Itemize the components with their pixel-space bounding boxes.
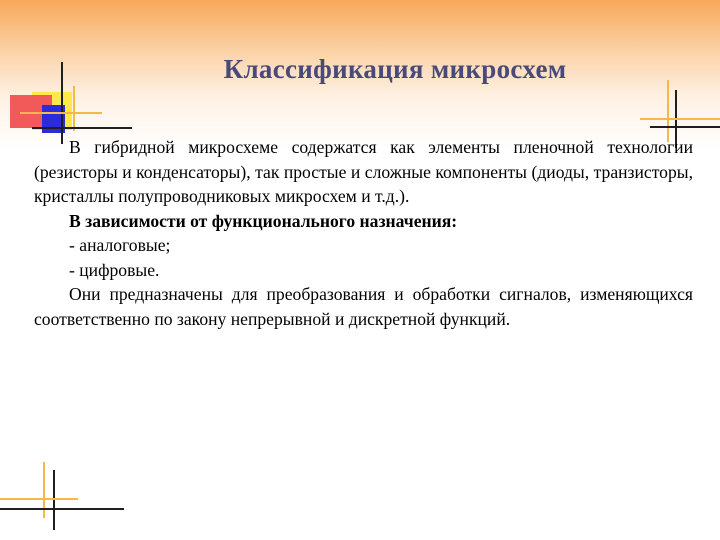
paragraph-functional-heading: В зависимости от функционального назначения: — [69, 210, 458, 231]
deco-horizontal-line-orange — [640, 118, 720, 120]
deco-horizontal-line — [650, 126, 720, 128]
slide-title: Классификация микросхем — [223, 54, 567, 84]
deco-horizontal-line — [32, 127, 132, 129]
deco-vertical-line — [53, 470, 55, 530]
deco-vertical-line-orange — [667, 80, 669, 142]
deco-horizontal-line — [0, 508, 124, 510]
deco-vertical-line-orange — [73, 86, 75, 131]
paragraph-hybrid-description: В гибридной микросхеме содержатся как элементы пленочной технологии (резисторы и конденсаторы), так простые и сложные компоненты (диоды, транзисторы, кристаллы полупроводниковых микросхем и т.д.). — [34, 137, 693, 206]
list-item-digital: - цифровые. — [69, 259, 160, 280]
paragraph-purpose: Они предназначены для преобразования и обработки сигналов, изменяющихся соответственно по закону непрерывной и дискретной функций. — [34, 284, 693, 329]
list-item-analog: - аналоговые; — [69, 235, 171, 255]
deco-horizontal-line-orange — [20, 112, 102, 114]
slide-body — [34, 135, 693, 331]
deco-horizontal-line-orange — [0, 498, 78, 500]
deco-vertical-line — [61, 62, 63, 144]
